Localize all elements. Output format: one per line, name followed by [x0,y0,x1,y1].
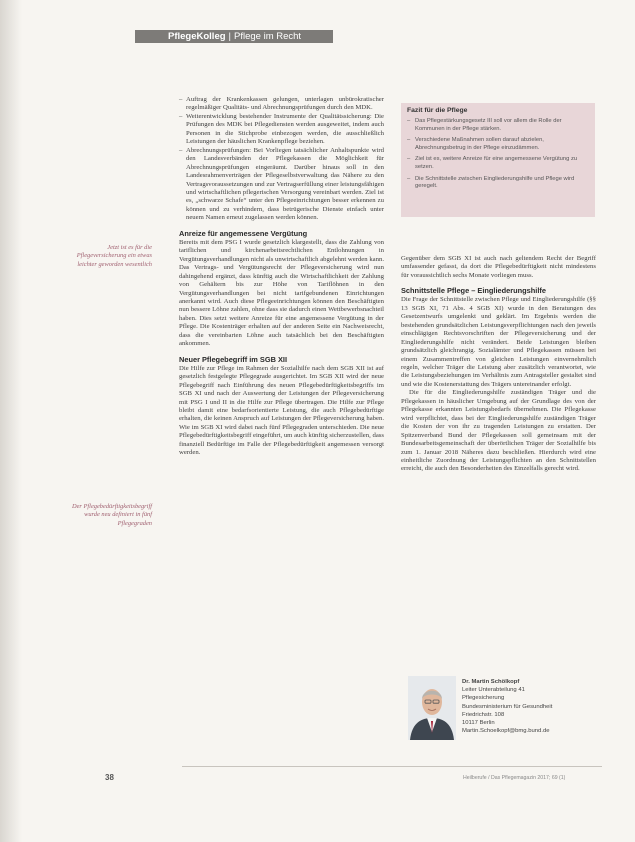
page-number: 38 [105,773,114,782]
fazit-item: – Ziel ist es, weitere Anreize für eine angemessene Vergütung zu setzen. [407,156,589,171]
author-photo [408,676,456,740]
section-heading: Neuer Pflegebegriff im SGB XII [179,354,288,364]
margin-note-1: Jetzt ist es für die Pflegeversicherung ein etwas leichter geworden wesentlich [76,244,152,268]
section-heading: Anreize für angemessene Vergütung [179,228,308,238]
fazit-item: – Verschiedene Maßnahmen sollen darauf abzielen, Abrechnungsbetrug in der Pflege einzudämmen. [407,137,589,152]
running-header: PflegeKolleg | Pflege im Recht [168,31,302,42]
author-name: Dr. Martin Schölkopf [462,679,520,685]
author-line: Pflegesicherung [462,695,505,702]
author-line: Leiter Unterabteilung 41 [462,687,525,694]
page-edge-shadow [0,0,22,842]
column-left [179,96,384,458]
author-block [462,678,552,735]
footer-divider [182,766,602,767]
paragraph: Gegenüber dem SGB XI ist auch nach geltendem Recht der Begriff umfassender gefasst, da dort die Pflegebedürftigkeit nicht mindestens für voraussichtlich sechs Monate vorliegen muss. [401,255,596,279]
portrait-icon [408,676,456,740]
author-line: Bundesministerium für Gesundheit [462,703,553,710]
paragraph: Bereits mit dem PSG I wurde gesetzlich klargestellt, dass die Zahlung von tariflichen und kirchenarbeitsrechtlichen Entlohnungen in Vergütungsverhandlungen nicht als unwirtschaftlich abgelehnt werden kann. Das Vertrags- und Vergütungsrecht der Pflegeversicherung wird nun dahingehend ergänzt, dass künftig auch die Wirtschaftlichkeit der Zahlung von Gehältern bis zur Höhe von Tariflöhnen in den Vergütungsverhandlungen bei nicht tarifgebundenen Einrichtungen anerkannt wird. Auch diese Pflegeeinrichtungen können den Beschäftigten nun bessere Löhne zahlen, ohne dass sie dadurch einen Wettbewerbsnachteil haben. Dies setzt weitere Anreize für eine angemessene Vergütung in der Pflege. Die Kostenträger erhalten auf der anderen Seite ein Nachweisrecht, dass die vereinbarten Löhne auch tatsächlich bei den Beschäftigten ankommen. [179,238,384,348]
fazit-item: – Die Schnittstelle zwischen Eingliederungshilfe und Pflege wird geregelt. [407,176,589,191]
list-item: – Auftrag der Krankenkassen gelungen, unterlagen unbürokratischer regelmäßiger Qualitäts- und Abrechnungsprüfungen durch den MDK. [179,96,384,113]
author-line: 10117 Berlin [462,720,495,727]
fazit-title: Fazit für die Pflege [407,107,468,114]
column-right [401,255,596,474]
list-item: – Abrechnungsprüfungen: Bei Vorliegen tatsächlicher Anhaltspunkte wird den Landesverbänden der Pflegekassen die Möglichkeit für Abrechnungsprüfungen eingeräumt. Darüber hinaus soll in den Landesrahmenverträgen der Pflegeselbstverwaltung das Nähere zu den Vertragsvoraussetzungen und zur Vertragserfüllung einer leistungsfähigen und wirtschaftlichen pflegerischen Versorgung vereinbart werden. Ziel ist es, „schwarze Schafe“ unter den Pflegeeinrichtungen besser erkennen zu können und zu verhindern, dass betrügerische Dienste einfach unter neuem Namen erneut zugelassen werden können. [179,147,384,223]
section-heading: Schnittstelle Pflege – Eingliederungshilfe [401,286,546,296]
paragraph: Die für die Eingliederungshilfe zuständigen Träger und die Pflegekassen in häuslicher Umgebung auf der Grundlage des von der Pflegekasse erkannten Leistungsbedarfs übernehmen. Die Pflegekasse wird verpflichtet, dass bei der Eingliederungshilfe zuständigen Träger die Kosten der von ihr zu tragenden Leistungen zu erstatten. Der Spitzenverband Bund der Pflegekassen soll gemeinsam mit der Bundesarbeitsgemeinschaft der überörtlichen Träger der Sozialhilfe bis zum 1. Januar 2018 Näheres dazu beschließen. Hierdurch wird eine einheitliche Zuordnung der Leistungspflichten an den Schnittstellen erreicht, die auch den Besonderheiten des Einzelfalls gerecht wird. [401,389,596,473]
fazit-box [401,103,595,217]
author-line: Friedrichstr. 108 [462,711,505,718]
list-item: – Weiterentwicklung bestehender Instrumente der Qualitätssicherung: Die Prüfungen des MDK bei Pflegediensten werden ausgeweitet, indem auch Personen in die Stichprobe einbezogen werden, die ausschließlich Leistungen der häuslichen Krankenpflege beziehen. [179,113,384,147]
fazit-item: – Das Pflegestärkungsgesetz III soll vor allem die Rolle der Kommunen in der Pflege stärken. [407,118,589,133]
author-email: Martin.Schoelkopf@bmg.bund.de [462,728,550,735]
bullet-list [179,96,384,223]
fazit-list [407,118,589,195]
margin-note-2: Der Pflegebedürftigkeitsbegriff wurde neu definiert in fünf Pflegegraden [71,503,152,527]
header-section: Pflege im Recht [234,31,302,42]
paragraph: Die Hilfe zur Pflege im Rahmen der Sozialhilfe nach dem SGB XII ist auf gesetzlich festgelegte Pflegegrade ausgerichtet. Im SGB XII wird der neue Pflegebegriff nach Einführung des neuen Pflegebedürftigkeitsbegriffs im SGB XI und nach der Auswertung der Leistungen der Pflegeversicherung mit PSG I und II in die Hilfe zur Pflege übertragen. Die Hilfe zur Pflege bleibt damit eine bedarfsorientierte Leistung, die auch Pflegebedürftige erhalten, die keinen Anspruch auf Leistungen der Pflegeversicherung haben. Wie im SGB XI wird dabei nach fünf Pflegegraden unterschieden. Die neue Pflegebedürftigkeitsbegriff eingeführt, um auch künftig sicherzustellen, dass finanziell Bedürftige im Falle der Pflegebedürftigkeit angemessen versorgt werden. [179,364,384,457]
paragraph: Die Frage der Schnittstelle zwischen Pflege und Eingliederungshilfe (§§ 13 SGB XI, 71 Abs. 4 SGB XI) wurde in den Beratungen des Gesetzentwurfs umgelenkt und geklärt. Im Ergebnis werden die bestehenden grundsätzlichen Leistungsverpflichtungen nach den jeweils einschlägigen Rechtsvorschriften der Pflegeversicherung und der Eingliederungshilfe nicht verändert. Beide Leistungen bleiben grundsätzlich gleichrangig. Sozialämter und Pflegekassen müssen bei einem Zusammentreffen von gleichen Leistungen einvernehmlich regeln, welcher Träger die Leistung aber zusätzlich verantwortet, wie die Leistungsbeziehungen im Verhältnis zum Antragsteller gestaltet sind und wie die Kostenerstattung des Trägers untereinander erfolgt. [401,296,596,388]
header-kolleg: PflegeKolleg [168,31,226,42]
footer-citation: Heilberufe / Das Pflegemagazin 2017; 69 (1) [463,775,566,781]
